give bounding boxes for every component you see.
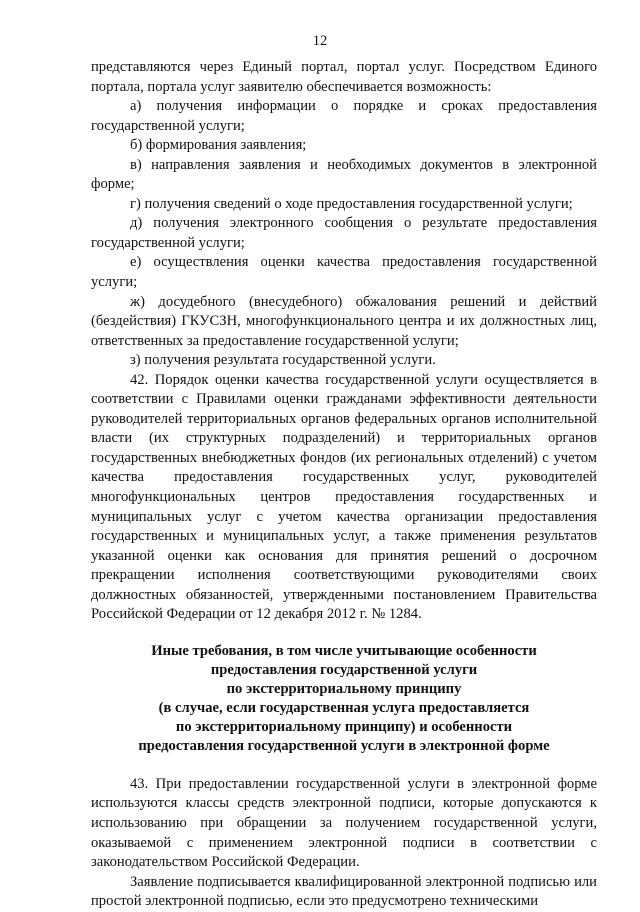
- list-item-e: е) осуществления оценки качества предоставления государственной услуги;: [91, 254, 597, 291]
- document-body: [91, 58, 597, 912]
- section-heading: [91, 642, 597, 756]
- list-item-z: з) получения результата государственной услуги.: [130, 352, 436, 369]
- paragraph-signature: Заявление подписывается квалифицированной электронной подписью или простой электронной подписью, если это предусмотрено техническими: [91, 873, 597, 910]
- paragraph-continuation: представляются через Единый портал, портал услуг. Посредством Единого портала, портала услуг заявителю обеспечивается возможность:: [91, 59, 597, 95]
- list-item-b: б) формирования заявления;: [130, 137, 307, 154]
- paragraph-42: 42. Порядок оценки качества государственной услуги осуществляется в соответствии с Правилами оценки гражданами эффективности деятельности руководителей территориальных органов федеральных органов исполнительной власти (их структурных подразделений) и территориальных органов государственных внебюджетных фондов (их региональных отделений) с учетом качества предоставления государственных услуг, руководителей многофункциональных центров предоставления государственных и муниципальных услуг с учетом качества организации предоставления государственных и муниципальных услуг, а также применения результатов указанной оценки как основания для принятия решений о досрочном прекращении исполнения соответствующими руководителями своих должностных обязанностей, утвержденными постановлением Правительства Российской Федерации от 12 декабря 2012 г. № 1284.: [91, 371, 597, 623]
- heading-line: по экстерриториальному принципу) и особенности: [175, 718, 513, 735]
- heading-line: предоставления государственной услуги в электронной форме: [138, 737, 550, 754]
- heading-line: по экстерриториальному принципу: [226, 680, 462, 697]
- heading-line: Иные требования, в том числе учитывающие особенности: [151, 642, 537, 659]
- page-number: 12: [312, 33, 328, 49]
- list-item-v: в) направления заявления и необходимых документов в электронной форме;: [91, 156, 597, 193]
- list-item-d: д) получения электронного сообщения о результате предоставления государственной услуги;: [91, 215, 597, 251]
- list-item-g: г) получения сведений о ходе предоставления государственной услуги;: [130, 195, 573, 212]
- paragraph-43: 43. При предоставлении государственной услуги в электронной форме используются классы средств электронной подписи, которые допускаются к использованию при обращении за получением государственной услуги, оказываемой с применением электронной подписи в соответствии с законодательством Российской Федерации.: [91, 775, 597, 871]
- heading-line: предоставления государственной услуги: [210, 661, 478, 678]
- heading-line: (в случае, если государственная услуга предоставляется: [158, 699, 530, 716]
- list-item-a: а) получения информации о порядке и сроках предоставления государственной услуги;: [91, 98, 597, 134]
- list-item-zh: ж) досудебного (внесудебного) обжалования решений и действий (бездействия) ГКУСЗН, многофункционального центра и их должностных лиц, ответственных за предоставление государственной услуги;: [91, 293, 597, 349]
